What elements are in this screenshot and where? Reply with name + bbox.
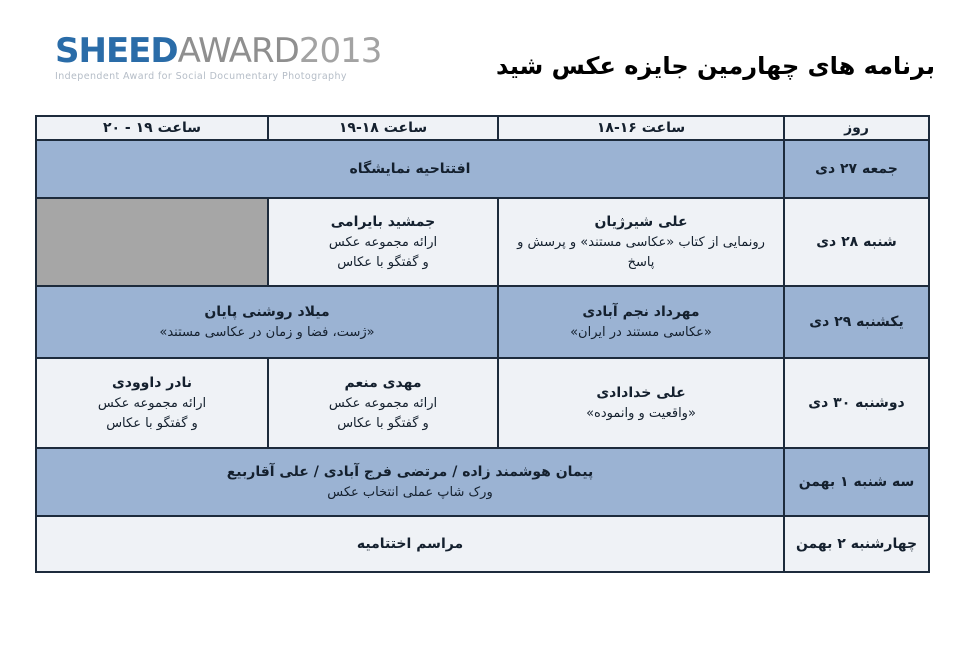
event-description: ارائه مجموعه عکس: [328, 396, 438, 411]
event-cell-bayrami: [268, 198, 498, 286]
sheed-award-logo: [55, 33, 381, 82]
day-cell-sunday: یکشنبه ۲۹ دی: [784, 286, 929, 358]
day-cell-wednesday: چهارشنبه ۲ بهمن: [784, 516, 929, 572]
event-description: و گفتگو با عکاس: [106, 415, 198, 431]
day-cell-monday: دوشنبه ۳۰ دی: [784, 358, 929, 448]
event-description: «واقعیت و وانموده»: [586, 405, 696, 421]
speaker-name: مهرداد نجم آبادی: [582, 303, 700, 320]
row-sunday: [36, 286, 929, 358]
event-description: و گفتگو با عکاس: [337, 254, 429, 270]
event-description: «ژست، فضا و زمان در عکاسی مستند»: [159, 324, 375, 340]
speaker-name: علی خدادادی: [596, 384, 686, 401]
event-cell-closing: مراسم اختتامیه: [36, 516, 784, 572]
col-header-19-20: ساعت ۱۹ - ۲۰: [36, 116, 268, 140]
day-cell-tuesday: سه شنبه ۱ بهمن: [784, 448, 929, 516]
event-description: رونمایی از کتاب «عکاسی مستند» و پرسش و پاسخ: [517, 235, 765, 270]
event-cell-opening: افتتاحیه نمایشگاه: [36, 140, 784, 198]
speaker-name: مهدی منعم: [344, 375, 422, 391]
col-header-day: روز: [784, 116, 929, 140]
event-cell-davoodi: [36, 358, 268, 448]
event-description: «عکاسی مستند در ایران»: [570, 324, 712, 340]
event-cell-roshani-payan: [36, 286, 498, 358]
empty-slot-cell: [36, 198, 268, 286]
row-friday: [36, 140, 929, 198]
logo-text-year: 2013: [298, 31, 382, 71]
logo-text-award: AWARD: [177, 31, 299, 71]
event-description: و گفتگو با عکاس: [337, 415, 429, 431]
row-tuesday: [36, 448, 929, 516]
event-description: ارائه مجموعه عکس: [97, 396, 207, 411]
speaker-names: پیمان هوشمند زاده / مرتضی فرج آبادی / علی آقاربیع: [226, 463, 594, 480]
event-cell-khodadadi: [498, 358, 784, 448]
logo-subtitle: Independent Award for Social Documentary Photography: [55, 71, 347, 83]
speaker-name: میلاد روشنی پایان: [204, 303, 330, 320]
logo-text-sheed: SHEED: [55, 31, 178, 71]
col-header-16-18: ساعت ۱۶-۱۸: [498, 116, 784, 140]
day-cell-saturday: شنبه ۲۸ دی: [784, 198, 929, 286]
event-cell-monam: [268, 358, 498, 448]
event-cell-workshop: [36, 448, 784, 516]
speaker-name: علی شیرژیان: [594, 214, 688, 230]
page-title: برنامه های چهارمین جایزه عکس شید: [496, 52, 935, 80]
event-description: ورک شاپ عملی انتخاب عکس: [327, 484, 493, 500]
col-header-18-19: ساعت ۱۸-۱۹: [268, 116, 498, 140]
row-saturday: [36, 198, 929, 286]
speaker-name: نادر داوودی: [111, 375, 193, 391]
schedule-table: [35, 115, 930, 573]
speaker-name: جمشید بایرامی: [330, 214, 436, 230]
event-cell-najmabadi: [498, 286, 784, 358]
row-monday: [36, 358, 929, 448]
event-cell-shirzhian: [498, 198, 784, 286]
event-description: ارائه مجموعه عکس: [328, 235, 438, 250]
logo-wordmark: [55, 33, 381, 70]
header-row: [36, 116, 929, 140]
row-wednesday: [36, 516, 929, 572]
day-cell-friday: جمعه ۲۷ دی: [784, 140, 929, 198]
